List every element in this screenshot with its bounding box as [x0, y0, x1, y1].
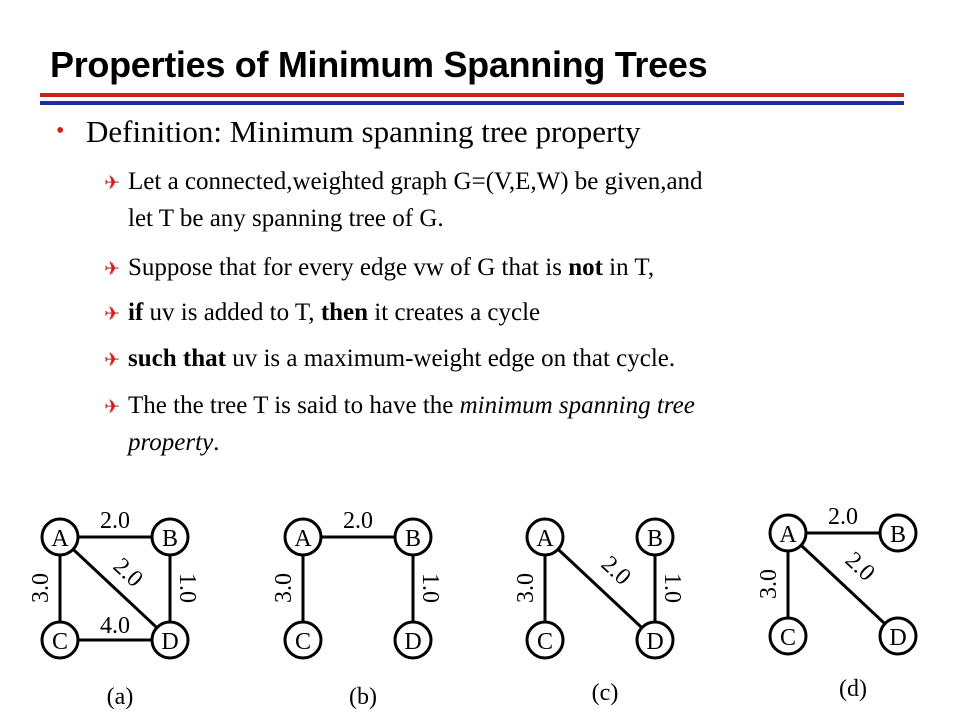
- graph-b: [271, 508, 443, 710]
- airplane-icon: ✈: [104, 258, 120, 280]
- caption-c: (c): [591, 680, 619, 706]
- node-d-label: D: [161, 629, 179, 655]
- weight-ac: 3.0: [513, 573, 539, 603]
- node-d-label: D: [889, 625, 907, 651]
- sub-item-4: ✈ such that uv is a maximum-weight edge on that cycle.: [104, 341, 675, 378]
- sub-item-5: ✈ The the tree T is said to have the minimum spanning tree property.: [104, 388, 695, 461]
- weight-bd: 1.0: [659, 573, 685, 603]
- caption-b: (b): [349, 684, 377, 710]
- main-bullet: [56, 114, 640, 150]
- graph-c: [513, 519, 685, 706]
- node-b-label: B: [404, 526, 422, 552]
- node-d-label: D: [404, 629, 422, 655]
- node-c-label: C: [294, 629, 312, 655]
- node-b-label: B: [646, 526, 664, 552]
- weight-ac: 3.0: [271, 573, 297, 603]
- weight-ad: 2.0: [107, 553, 148, 593]
- airplane-icon: ✈: [104, 396, 120, 418]
- node-a-label: A: [294, 526, 312, 552]
- graph-a: [28, 508, 200, 710]
- graph-d: [756, 504, 916, 702]
- weight-bd: 1.0: [417, 573, 443, 603]
- node-a-label: A: [536, 526, 554, 552]
- node-c-label: C: [51, 629, 69, 655]
- spanning-tree-figure: [0, 490, 960, 720]
- bullet-dot-icon: •: [56, 118, 65, 144]
- weight-ad: 2.0: [595, 551, 636, 591]
- sub-item-1: ✈ Let a connected,weighted graph G=(V,E,W) be given,and let T be any spanning tree of G.: [104, 164, 703, 237]
- node-c-label: C: [779, 625, 797, 651]
- sub-item-2: ✈ Suppose that for every edge vw of G that is not in T,: [104, 250, 654, 287]
- airplane-icon: ✈: [104, 349, 120, 371]
- title-rule-red: [40, 93, 904, 97]
- weight-ab: 2.0: [828, 504, 858, 530]
- node-b-label: B: [161, 526, 179, 552]
- weight-ac: 3.0: [28, 573, 54, 603]
- weight-cd: 4.0: [100, 613, 130, 639]
- weight-ad: 2.0: [839, 547, 880, 587]
- node-d-label: D: [646, 629, 664, 655]
- caption-d: (d): [839, 676, 867, 702]
- weight-ab: 2.0: [343, 508, 373, 534]
- weight-ab: 2.0: [100, 508, 130, 534]
- node-c-label: C: [536, 629, 554, 655]
- slide-title: Properties of Minimum Spanning Trees: [50, 44, 708, 85]
- airplane-icon: ✈: [104, 303, 120, 325]
- weight-bd: 1.0: [174, 573, 200, 603]
- main-bullet-text: Definition: Minimum spanning tree property: [86, 114, 641, 149]
- airplane-icon: ✈: [104, 172, 120, 194]
- title-rule-blue: [40, 101, 904, 105]
- weight-ac: 3.0: [756, 569, 782, 599]
- sub-item-3: ✈ if uv is added to T, then it creates a cycle: [104, 295, 540, 332]
- node-a-label: A: [51, 526, 69, 552]
- node-a-label: A: [779, 522, 797, 548]
- caption-a: (a): [106, 684, 134, 710]
- node-b-label: B: [889, 522, 907, 548]
